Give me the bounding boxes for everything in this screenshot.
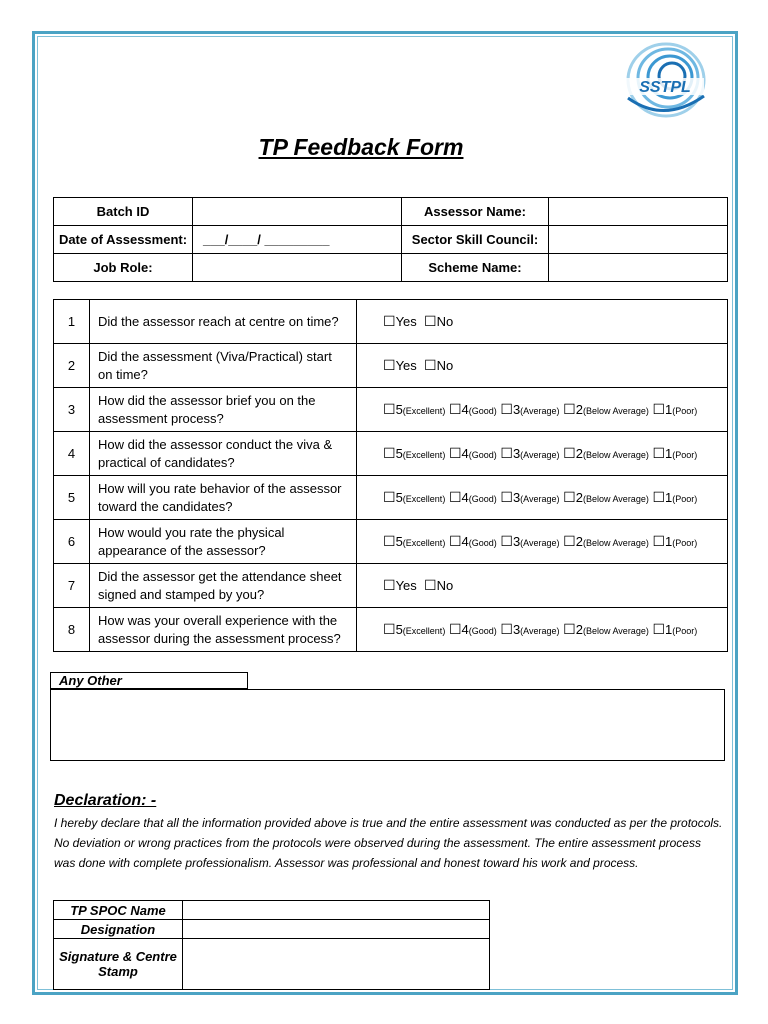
question-row bbox=[54, 432, 728, 476]
rating-2-checkbox[interactable]: ☐ bbox=[563, 533, 576, 549]
rating-4-note: (Good) bbox=[468, 450, 497, 460]
date-label: Date of Assessment: bbox=[54, 226, 193, 254]
rating-4-label: 4 bbox=[461, 490, 469, 505]
info-row bbox=[54, 198, 728, 226]
rating-1-note: (Poor) bbox=[672, 626, 698, 636]
rating-2-label: 2 bbox=[575, 446, 583, 461]
rating-3-label: 3 bbox=[512, 534, 521, 549]
declaration-heading: Declaration: - bbox=[54, 792, 157, 809]
yes-label: Yes bbox=[395, 358, 417, 373]
rating-5-label: 5 bbox=[395, 446, 403, 461]
rating-3-checkbox[interactable]: ☐ bbox=[500, 445, 513, 461]
question-text: How was your overall experience with the assessor during the assessment process? bbox=[90, 608, 357, 652]
rating-3-checkbox[interactable]: ☐ bbox=[500, 489, 513, 505]
rating-4-label: 4 bbox=[461, 446, 469, 461]
rating-5-note: (Excellent) bbox=[402, 538, 446, 548]
info-row bbox=[54, 226, 728, 254]
rating-1-checkbox[interactable]: ☐ bbox=[652, 445, 666, 461]
question-row bbox=[54, 564, 728, 608]
ssc-field[interactable] bbox=[549, 226, 728, 254]
yes-no-options bbox=[357, 300, 728, 344]
rating-2-checkbox[interactable]: ☐ bbox=[563, 445, 576, 461]
rating-1-checkbox[interactable]: ☐ bbox=[652, 533, 666, 549]
rating-3-note: (Average) bbox=[520, 494, 560, 504]
rating-1-label: 1 bbox=[665, 446, 673, 461]
rating-5-checkbox[interactable]: ☐ bbox=[383, 401, 396, 417]
question-number: 4 bbox=[54, 432, 90, 476]
form-title: TP Feedback Form bbox=[258, 134, 464, 160]
question-row bbox=[54, 520, 728, 564]
assessor-name-field[interactable] bbox=[549, 198, 728, 226]
no-label: No bbox=[436, 578, 454, 593]
rating-2-note: (Below Average) bbox=[582, 406, 649, 416]
no-label: No bbox=[436, 314, 454, 329]
rating-1-label: 1 bbox=[665, 534, 673, 549]
rating-options bbox=[357, 608, 728, 652]
rating-options bbox=[357, 476, 728, 520]
rating-4-checkbox[interactable]: ☐ bbox=[448, 489, 462, 505]
rating-3-checkbox[interactable]: ☐ bbox=[500, 621, 513, 637]
batch-id-field[interactable] bbox=[193, 198, 402, 226]
spoc-row bbox=[54, 939, 490, 990]
rating-4-checkbox[interactable]: ☐ bbox=[448, 401, 462, 417]
question-row bbox=[54, 344, 728, 388]
rating-options bbox=[357, 520, 728, 564]
rating-3-label: 3 bbox=[512, 622, 521, 637]
rating-2-note: (Below Average) bbox=[582, 626, 649, 636]
rating-2-checkbox[interactable]: ☐ bbox=[563, 401, 576, 417]
rating-2-label: 2 bbox=[575, 490, 583, 505]
yes-label: Yes bbox=[395, 314, 417, 329]
date-field[interactable]: ___/____/ _________ bbox=[193, 226, 402, 254]
rating-1-note: (Poor) bbox=[672, 450, 698, 460]
scheme-label: Scheme Name: bbox=[402, 254, 549, 282]
yes-checkbox[interactable]: ☐ bbox=[383, 577, 396, 593]
rating-4-checkbox[interactable]: ☐ bbox=[448, 445, 462, 461]
rating-options bbox=[357, 388, 728, 432]
question-row bbox=[54, 608, 728, 652]
sstpl-logo bbox=[618, 40, 710, 122]
scheme-field[interactable] bbox=[549, 254, 728, 282]
batch-id-label: Batch ID bbox=[54, 198, 193, 226]
signature-field[interactable] bbox=[183, 939, 490, 990]
rating-3-checkbox[interactable]: ☐ bbox=[500, 401, 513, 417]
rating-2-checkbox[interactable]: ☐ bbox=[563, 621, 576, 637]
no-checkbox[interactable]: ☐ bbox=[424, 313, 437, 329]
yes-label: Yes bbox=[395, 578, 417, 593]
yes-no-options bbox=[357, 564, 728, 608]
question-row bbox=[54, 388, 728, 432]
rating-3-note: (Average) bbox=[520, 538, 560, 548]
any-other-field[interactable] bbox=[50, 689, 725, 761]
rating-1-checkbox[interactable]: ☐ bbox=[652, 489, 666, 505]
job-role-label: Job Role: bbox=[54, 254, 193, 282]
svg-text:SSTPL: SSTPL bbox=[639, 79, 691, 96]
rating-3-note: (Average) bbox=[520, 406, 560, 416]
rating-3-note: (Average) bbox=[520, 450, 560, 460]
no-checkbox[interactable]: ☐ bbox=[424, 577, 437, 593]
rating-1-checkbox[interactable]: ☐ bbox=[652, 401, 666, 417]
rating-3-note: (Average) bbox=[520, 626, 560, 636]
declaration-text: I hereby declare that all the information provided above is true and the entire assessment was conducted as per the protocols. No deviation or wrong practices from the protocols were observed during the assessment. The entire assessment process was done with complete professionalism. Assessor was professional and honest toward his work and process. bbox=[54, 816, 723, 870]
assessor-name-label: Assessor Name: bbox=[402, 198, 549, 226]
rating-4-checkbox[interactable]: ☐ bbox=[448, 533, 462, 549]
rating-3-label: 3 bbox=[512, 402, 521, 417]
rating-5-label: 5 bbox=[395, 622, 403, 637]
question-number: 6 bbox=[54, 520, 90, 564]
rating-5-checkbox[interactable]: ☐ bbox=[383, 489, 396, 505]
rating-1-label: 1 bbox=[665, 402, 673, 417]
rating-5-note: (Excellent) bbox=[402, 406, 446, 416]
question-text: Did the assessment (Viva/Practical) start on time? bbox=[90, 344, 357, 388]
rating-4-note: (Good) bbox=[468, 626, 497, 636]
signature-label: Signature & Centre Stamp bbox=[54, 939, 183, 990]
rating-4-label: 4 bbox=[461, 534, 469, 549]
rating-2-note: (Below Average) bbox=[582, 494, 649, 504]
no-label: No bbox=[436, 358, 454, 373]
rating-1-note: (Poor) bbox=[672, 494, 698, 504]
yes-checkbox[interactable]: ☐ bbox=[383, 357, 396, 373]
info-row bbox=[54, 254, 728, 282]
rating-5-note: (Excellent) bbox=[402, 494, 446, 504]
rating-5-label: 5 bbox=[395, 402, 403, 417]
rating-4-note: (Good) bbox=[468, 406, 497, 416]
rating-5-checkbox[interactable]: ☐ bbox=[383, 445, 396, 461]
question-number: 7 bbox=[54, 564, 90, 608]
spoc-name-field[interactable] bbox=[183, 901, 490, 920]
question-text: How would you rate the physical appearance of the assessor? bbox=[90, 520, 357, 564]
rating-4-label: 4 bbox=[461, 622, 469, 637]
any-other-label: Any Other bbox=[50, 672, 248, 689]
rating-1-label: 1 bbox=[665, 490, 673, 505]
rating-2-label: 2 bbox=[575, 534, 583, 549]
rating-5-label: 5 bbox=[395, 490, 403, 505]
rating-3-checkbox[interactable]: ☐ bbox=[500, 533, 513, 549]
questions-table bbox=[53, 299, 728, 652]
question-number: 5 bbox=[54, 476, 90, 520]
question-number: 8 bbox=[54, 608, 90, 652]
question-number: 1 bbox=[54, 300, 90, 344]
rating-2-note: (Below Average) bbox=[582, 538, 649, 548]
spoc-table bbox=[53, 900, 490, 990]
question-text: How did the assessor conduct the viva & practical of candidates? bbox=[90, 432, 357, 476]
rating-4-note: (Good) bbox=[468, 538, 497, 548]
question-text: How will you rate behavior of the assessor toward the candidates? bbox=[90, 476, 357, 520]
rating-1-label: 1 bbox=[665, 622, 673, 637]
rating-1-note: (Poor) bbox=[672, 538, 698, 548]
ssc-label: Sector Skill Council: bbox=[402, 226, 549, 254]
question-row bbox=[54, 300, 728, 344]
question-number: 2 bbox=[54, 344, 90, 388]
question-row bbox=[54, 476, 728, 520]
spoc-row bbox=[54, 920, 490, 939]
rating-4-checkbox[interactable]: ☐ bbox=[448, 621, 462, 637]
rating-2-checkbox[interactable]: ☐ bbox=[563, 489, 576, 505]
question-text: Did the assessor get the attendance sheet signed and stamped by you? bbox=[90, 564, 357, 608]
info-table bbox=[53, 197, 728, 282]
designation-label: Designation bbox=[54, 920, 183, 939]
question-text: How did the assessor brief you on the assessment process? bbox=[90, 388, 357, 432]
rating-2-note: (Below Average) bbox=[582, 450, 649, 460]
rating-5-note: (Excellent) bbox=[402, 450, 446, 460]
rating-5-note: (Excellent) bbox=[402, 626, 446, 636]
rating-4-note: (Good) bbox=[468, 494, 497, 504]
rating-4-label: 4 bbox=[461, 402, 469, 417]
no-checkbox[interactable]: ☐ bbox=[424, 357, 437, 373]
yes-checkbox[interactable]: ☐ bbox=[383, 313, 396, 329]
rating-3-label: 3 bbox=[512, 446, 521, 461]
rating-1-checkbox[interactable]: ☐ bbox=[652, 621, 666, 637]
rating-2-label: 2 bbox=[575, 622, 583, 637]
yes-no-options bbox=[357, 344, 728, 388]
rating-2-label: 2 bbox=[575, 402, 583, 417]
designation-field[interactable] bbox=[183, 920, 490, 939]
rating-3-label: 3 bbox=[512, 490, 521, 505]
spoc-row bbox=[54, 901, 490, 920]
question-text: Did the assessor reach at centre on time? bbox=[90, 300, 357, 344]
rating-1-note: (Poor) bbox=[672, 406, 698, 416]
rating-5-checkbox[interactable]: ☐ bbox=[383, 533, 396, 549]
job-role-field[interactable] bbox=[193, 254, 402, 282]
rating-5-checkbox[interactable]: ☐ bbox=[383, 621, 396, 637]
rating-5-label: 5 bbox=[395, 534, 403, 549]
rating-options bbox=[357, 432, 728, 476]
spoc-name-label: TP SPOC Name bbox=[54, 901, 183, 920]
question-number: 3 bbox=[54, 388, 90, 432]
